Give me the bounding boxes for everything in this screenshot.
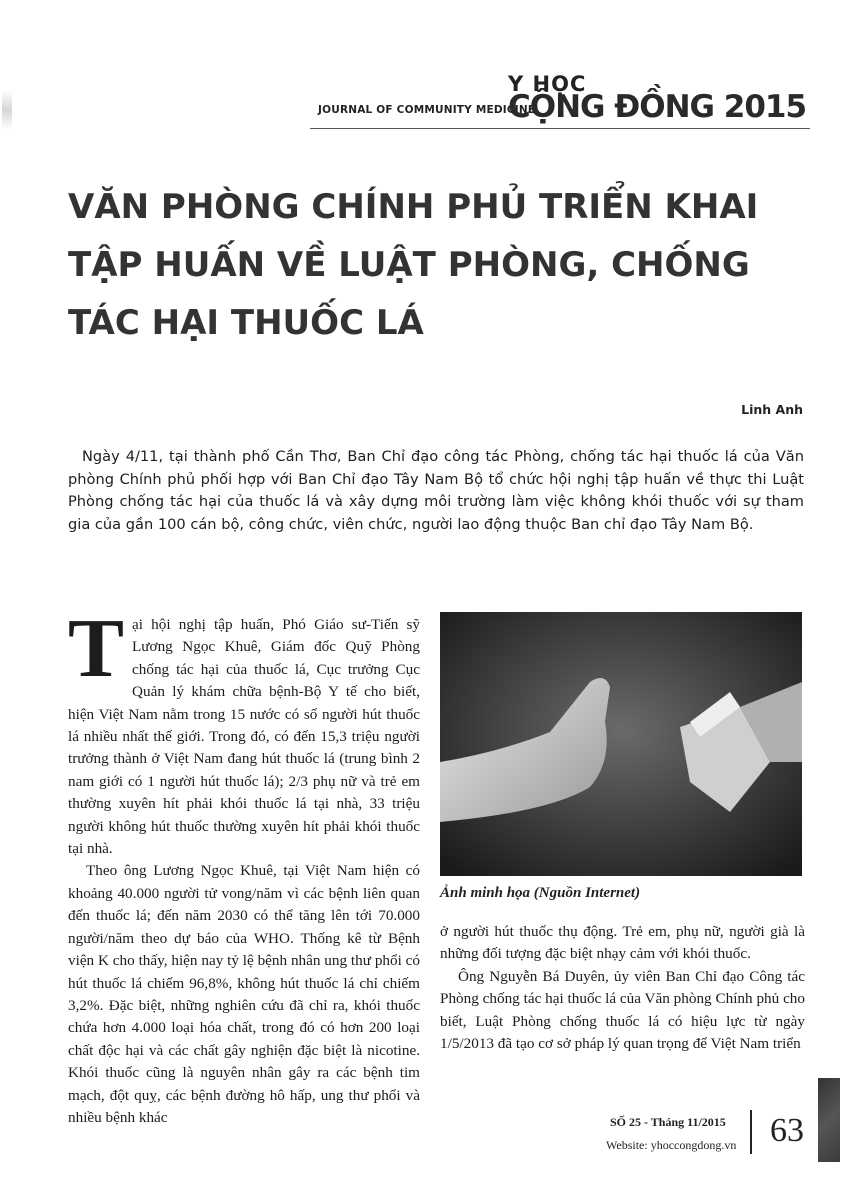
header-rule <box>310 128 810 129</box>
title-line: TẬP HUẤN VỀ LUẬT PHÒNG, CHỐNG <box>68 245 750 285</box>
paragraph <box>68 602 420 860</box>
journal-logo-line2: CỘNG ĐỒNG 2015 <box>508 89 807 125</box>
scan-artifact <box>2 90 12 130</box>
journal-logo-line1: Y HỌC <box>508 72 587 96</box>
website: Website: yhoccongdong.vn <box>606 1138 737 1152</box>
page-edge-tab <box>818 1078 840 1162</box>
photo-caption: Ảnh minh họa (Nguồn Internet) <box>440 885 641 901</box>
paragraph: Theo ông Lương Ngọc Khuê, tại Việt Nam hiện có khoảng 40.000 người tử vong/năm vì các bệnh liên quan đến thuốc lá; đến năm 2030 có thể tăng lên tới 70.000 người/năm theo dự báo của WHO. Thống kê từ Bệnh viện K cho thấy, hiện nay tỷ lệ bệnh nhân ung thư phổi có hút thuốc lá chiếm 96,8%, không hút thuốc lá chỉ chiếm 3,2%. Đặc biệt, những nghiên cứu đã chỉ ra, khói thuốc chứa hơn 4.000 loại hóa chất, trong đó có hơn 200 loại chất độc hại và các chất gây nghiện đặc biệt là nicotine. Khói thuốc cũng là nguyên nhân gây ra các bệnh tim mạch, đột quỵ, các bệnh đường hô hấp, ung thư phổi và nhiều bệnh khác <box>68 862 420 1126</box>
title-line: VĂN PHÒNG CHÍNH PHỦ TRIỂN KHAI <box>68 187 759 227</box>
right-column <box>440 921 805 1055</box>
drop-cap: T <box>68 602 125 695</box>
page-number: 63 <box>770 1112 804 1149</box>
left-column <box>68 602 420 1129</box>
illustration-photo <box>440 612 802 876</box>
hand-refusing-cigarette-image <box>440 612 802 876</box>
article-intro: Ngày 4/11, tại thành phố Cần Thơ, Ban Chỉ đạo công tác Phòng, chống tác hại thuốc lá của Văn phòng Chính phủ phối hợp với Ban Chỉ đạo Tây Nam Bộ tổ chức hội nghị tập huấn về thực thi Luật Phòng chống tác hại của thuốc lá và xây dựng môi trường làm việc không khói thuốc với sự tham gia của gần 100 cán bộ, công chức, viên chức, người lao động thuộc Ban chỉ đạo Tây Nam Bộ. <box>68 448 804 533</box>
footer-divider <box>750 1110 752 1154</box>
article-title <box>68 178 808 352</box>
author: Linh Anh <box>741 402 803 417</box>
journal-english-name: JOURNAL OF COMMUNITY MEDICINE <box>318 104 536 116</box>
paragraph: ở người hút thuốc thụ động. Trẻ em, phụ nữ, người già là những đối tượng đặc biệt nhạy cảm với khói thuốc. <box>440 923 805 963</box>
title-line: TÁC HẠI THUỐC LÁ <box>68 303 424 343</box>
paragraph: Ông Nguyễn Bá Duyên, ủy viên Ban Chỉ đạo Công tác Phòng chống tác hại thuốc lá của Văn phòng Chính phủ cho biết, Luật Phòng chống thuốc lá có hiệu lực từ ngày 1/5/2013 đã tạo cơ sở pháp lý quan trọng để Việt Nam triển <box>440 967 805 1053</box>
issue-info: SỐ 25 - Tháng 11/2015 <box>610 1115 726 1129</box>
paragraph-text: ại hội nghị tập huấn, Phó Giáo sư-Tiến sỹ Lương Ngọc Khuê, Giám đốc Quỹ Phòng chống tác hại của thuốc lá, Cục trưởng Cục Quản lý khám chữa bệnh-Bộ Y tế cho biết, hiện Việt Nam nằm trong 15 nước có số người hút thuốc lá nhiều nhất thế giới. Trong đó, có đến 15,3 triệu người trưởng thành ở Việt Nam đang hút thuốc lá (trung bình 2 nam giới có 1 người hút thuốc lá); 2/3 phụ nữ và trẻ em thường xuyên hít phải khói thuốc lá tại nhà, 33 triệu người không hút thuốc thường xuyên hít phải khói thuốc tại nhà. <box>68 616 420 858</box>
